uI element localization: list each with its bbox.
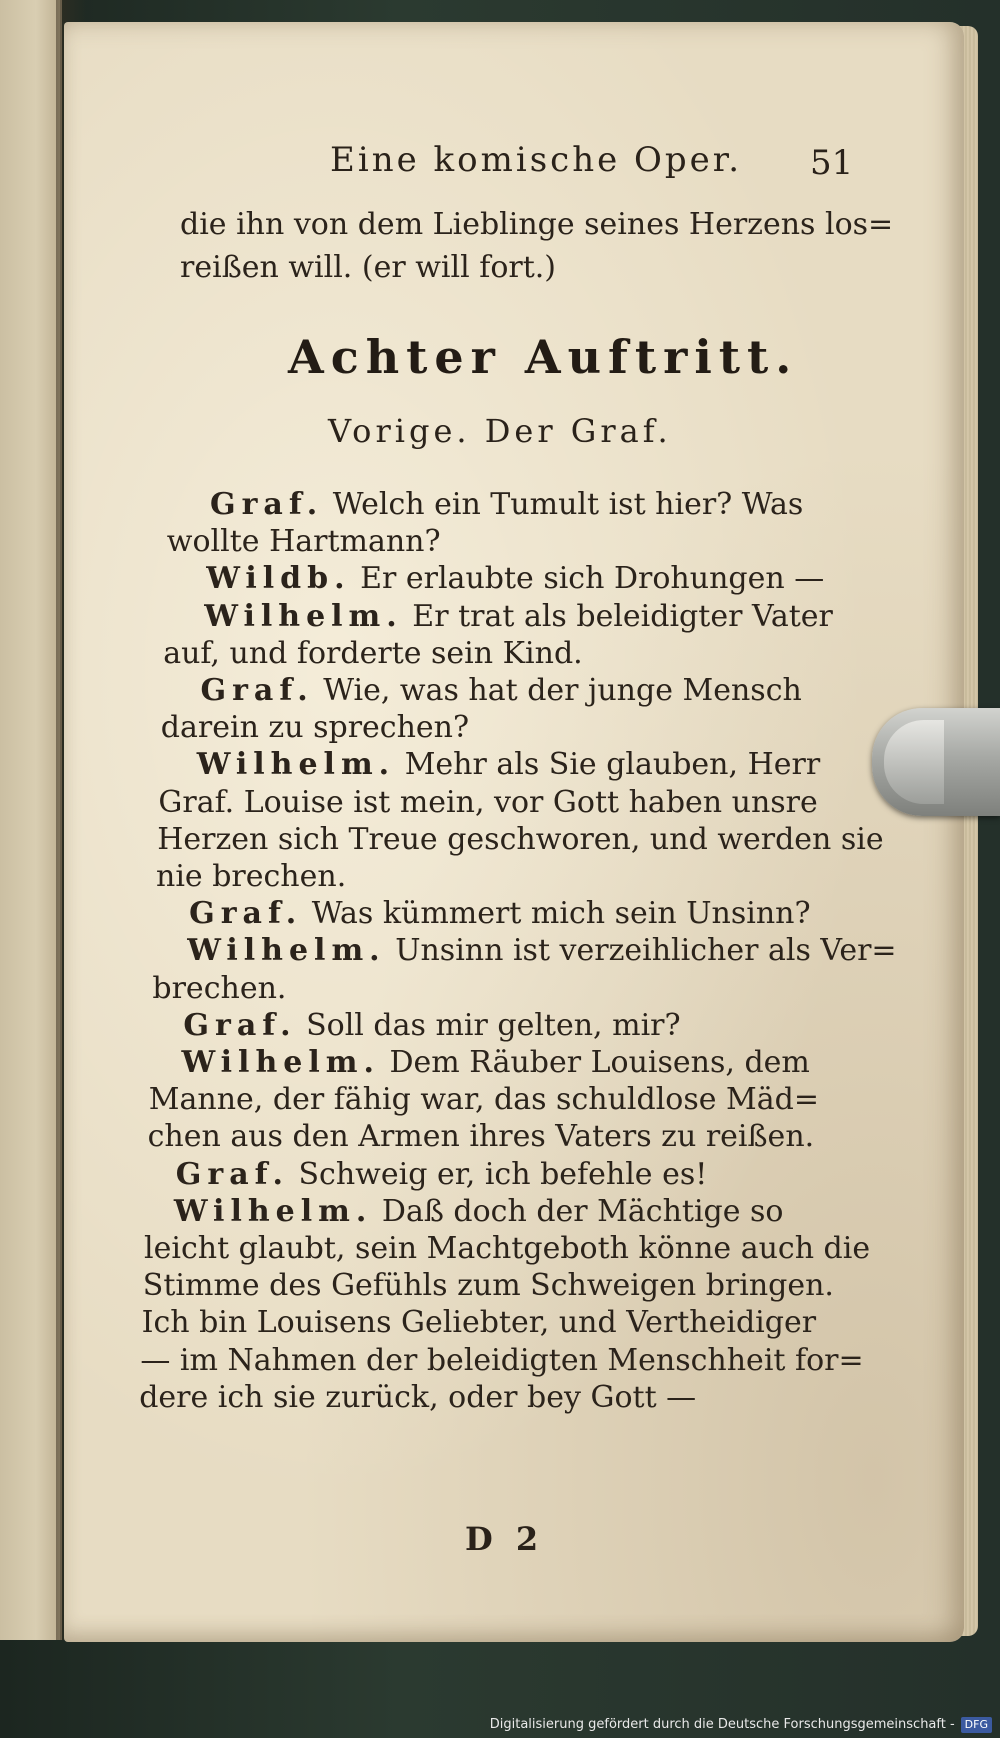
- dialogue-line: [148, 1117, 815, 1157]
- line-text: Daß doch der Mächtige so: [381, 1193, 784, 1229]
- speaker-name: Wilhelm.: [187, 933, 386, 969]
- dialogue-line-with-speaker: [210, 485, 803, 525]
- dialogue-line: [152, 969, 286, 1009]
- dialogue-line: [140, 1341, 863, 1381]
- dialogue-line-with-speaker: [187, 931, 896, 971]
- line-text: auf, und forderte sein Kind.: [163, 635, 583, 671]
- dialogue-line-with-speaker: [201, 671, 802, 711]
- carry-over-line: reißen will. (er will fort.): [180, 250, 557, 285]
- speaker-name: Wildb.: [206, 561, 351, 597]
- line-text: wollte Hartmann?: [166, 524, 441, 560]
- digitization-credit: [0, 1712, 1000, 1738]
- dialogue-line-with-speaker: [189, 894, 810, 934]
- speaker-name: Graf.: [210, 487, 324, 522]
- carry-over-line: die ihn von dem Lieblinge seines Herzens los=: [180, 207, 894, 242]
- dialogue-line-with-speaker: [183, 1006, 680, 1046]
- running-head: Eine komische Oper.: [330, 140, 743, 180]
- line-text: Schweig er, ich befehle es!: [298, 1156, 708, 1192]
- dialogue-line: [158, 783, 817, 823]
- line-text: dere ich sie zurück, oder bey Gott —: [139, 1379, 697, 1415]
- dialogue-line: [139, 1378, 696, 1418]
- dialogue-line-with-speaker: [176, 1155, 708, 1195]
- line-text: Welch ein Tumult ist hier? Was: [332, 487, 804, 522]
- speaker-name: Wilhelm.: [173, 1193, 373, 1229]
- speaker-name: Wilhelm.: [181, 1045, 380, 1080]
- line-text: leicht glaubt, sein Machtgeboth könne auch die: [144, 1231, 871, 1266]
- persons-on-stage: Vorige. Der Graf.: [328, 412, 672, 450]
- line-text: Soll das mir gelten, mir?: [306, 1007, 681, 1043]
- line-text: — im Nahmen der beleidigten Menschheit for=: [140, 1342, 864, 1378]
- dialogue-line-with-speaker: [197, 745, 820, 785]
- dialogue-line: [167, 522, 441, 562]
- credit-text: Digitalisierung gefördert durch die Deutsche Forschungsgemeinschaft -: [489, 1717, 955, 1732]
- page-number: 51: [810, 143, 854, 183]
- dialogue-line: [156, 857, 346, 897]
- line-text: Er trat als beleidigter Vater: [412, 598, 833, 634]
- line-text: Manne, der fähig war, das schuldlose Mäd=: [148, 1082, 819, 1118]
- dialogue-line: [161, 708, 469, 748]
- facing-page-edge: [0, 0, 62, 1640]
- line-text: Dem Räuber Louisens, dem: [389, 1045, 810, 1080]
- dialogue-line: [163, 634, 583, 674]
- line-text: Stimme des Gefühls zum Schweigen bringen.: [142, 1268, 834, 1304]
- speaker-name: Graf.: [189, 896, 303, 932]
- speaker-name: Wilhelm.: [204, 598, 403, 634]
- line-text: Herzen sich Treue geschworen, und werden sie: [157, 821, 884, 857]
- line-text: darein zu sprechen?: [160, 710, 470, 746]
- line-text: nie brechen.: [156, 859, 347, 894]
- line-text: Mehr als Sie glauben, Herr: [404, 747, 821, 783]
- dialogue-line: [149, 1080, 819, 1120]
- line-text: Was kümmert mich sein Unsinn?: [311, 896, 811, 932]
- speaker-name: Wilhelm.: [196, 747, 396, 783]
- page-clip: [872, 708, 1000, 816]
- dialogue-line: [142, 1303, 816, 1343]
- speaker-name: Graf.: [200, 673, 314, 708]
- line-text: Graf. Louise ist mein, vor Gott haben unsre: [158, 784, 818, 820]
- speaker-name: Graf.: [183, 1007, 297, 1043]
- dialogue-line-with-speaker: [174, 1192, 784, 1232]
- dialogue-line-with-speaker: [206, 559, 824, 599]
- line-text: brechen.: [152, 970, 287, 1006]
- dfg-logo: DFG: [961, 1717, 992, 1733]
- line-text: Unsinn ist verzeihlicher als Ver=: [395, 933, 897, 969]
- line-text: chen aus den Armen ihres Vaters zu reißen.: [147, 1119, 815, 1155]
- dialogue-line: [144, 1229, 870, 1269]
- line-text: Wie, was hat der junge Mensch: [323, 673, 802, 708]
- act-title: Achter Auftritt.: [288, 330, 799, 384]
- printer-signature: D 2: [465, 1520, 545, 1558]
- dialogue-line-with-speaker: [182, 1043, 810, 1083]
- line-text: Ich bin Louisens Geliebter, und Vertheidiger: [141, 1305, 817, 1341]
- line-text: Er erlaubte sich Drohungen —: [360, 561, 825, 597]
- dialogue-line-with-speaker: [204, 597, 833, 637]
- speaker-name: Graf.: [175, 1156, 289, 1192]
- dialogue-line: [143, 1266, 834, 1306]
- dialogue-line: [157, 820, 883, 860]
